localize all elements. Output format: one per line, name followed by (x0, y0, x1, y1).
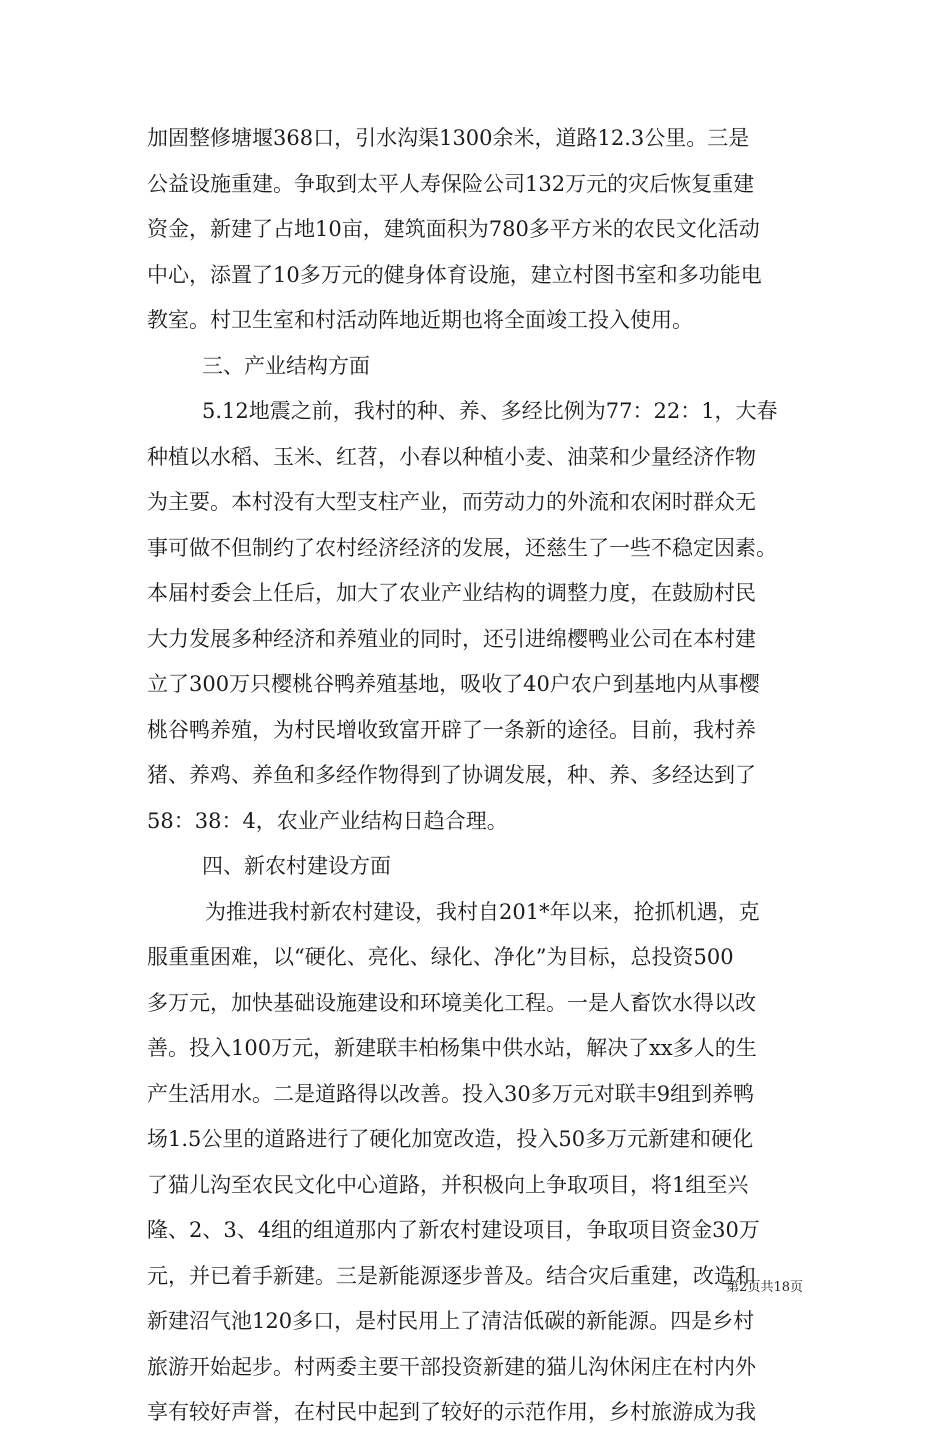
text-line: 资金，新建了占地10亩，建筑面积为780多平方米的农民文化活动 (147, 217, 760, 241)
text-line: 教室。村卫生室和村活动阵地近期也将全面竣工投入使用。 (147, 308, 693, 332)
text-line: 善。投入100万元，新建联丰柏杨集中供水站，解决了xx多人的生 (147, 1036, 757, 1060)
text-line: 5.12地震之前，我村的种、养、多经比例为77：22：1，大春 (202, 399, 778, 423)
text-line: 隆、2、3、4组的组道那内了新农村建设项目，争取项目资金30万 (147, 1218, 760, 1242)
text-line: 立了300万只樱桃谷鸭养殖基地，吸收了40户农户到基地内从事樱 (147, 672, 760, 696)
page-footer (0, 1276, 950, 1295)
document-body (147, 116, 807, 1436)
text-line: 种植以水稻、玉米、红苕，小春以种植小麦、油菜和少量经济作物 (147, 444, 756, 469)
text-line: 猪、养鸡、养鱼和多经作物得到了协调发展，种、养、多经达到了 (147, 763, 756, 787)
text-line: 了猫儿沟至农民文化中心道路，并积极向上争取项目，将1组至兴 (147, 1172, 749, 1197)
text-line: 桃谷鸭养殖，为村民增收致富开辟了一条新的途径。目前，我村养 (147, 717, 756, 742)
text-line: 新建沼气池120多口，是村民用上了清洁低碳的新能源。四是乡村 (147, 1309, 755, 1333)
text-line: 旅游开始起步。村两委主要干部投资新建的猫儿沟休闲庄在村内外 (147, 1354, 756, 1379)
text-line: 场1.5公里的道路进行了硬化加宽改造，投入50多万元新建和硬化 (147, 1127, 754, 1151)
text-line: 多万元，加快基础设施建设和环境美化工程。一是人畜饮水得以改 (147, 990, 756, 1015)
text-line: 享有较好声誉，在村民中起到了较好的示范作用，乡村旅游成为我 (147, 1400, 756, 1424)
text-line: 服重重困难，以“硬化、亮化、绿化、净化”为目标，总投资500 (147, 945, 734, 969)
text-line: 公益设施重建。争取到太平人寿保险公司132万元的灾后恢复重建 (147, 171, 755, 196)
text-line: 大力发展多种经济和养殖业的同时，还引进绵樱鸭业公司在本村建 (147, 626, 756, 651)
text-line: 为推进我村新农村建设，我村自201*年以来，抢抓机遇，克 (205, 899, 760, 924)
text-line: 产生活用水。二是道路得以改善。投入30多万元对联丰9组到养鸭 (147, 1081, 755, 1106)
section-heading: 四、新农村建设方面 (202, 854, 391, 878)
text-line: 中心，添置了10多万元的健身体育设施，建立村图书室和多功能电 (147, 262, 762, 287)
text-line: 元，并已着手新建。三是新能源逐步普及。结合灾后重建，改造和 (147, 1263, 756, 1288)
page-number: 第2页共18页 (726, 1280, 803, 1295)
section-heading: 三、产业结构方面 (202, 353, 370, 378)
text-line: 本届村委会上任后，加大了农业产业结构的调整力度，在鼓励村民 (147, 581, 756, 605)
text-line: 58：38：4，农业产业结构日趋合理。 (147, 808, 508, 833)
text-line: 加固整修塘堰368口，引水沟渠1300余米，道路12.3公里。三是 (147, 126, 750, 150)
text-line: 事可做不但制约了农村经济经济的发展，还慈生了一些不稳定因素。 (147, 535, 777, 560)
text-line: 为主要。本村没有大型支柱产业，而劳动力的外流和农闲时群众无 (147, 490, 756, 514)
